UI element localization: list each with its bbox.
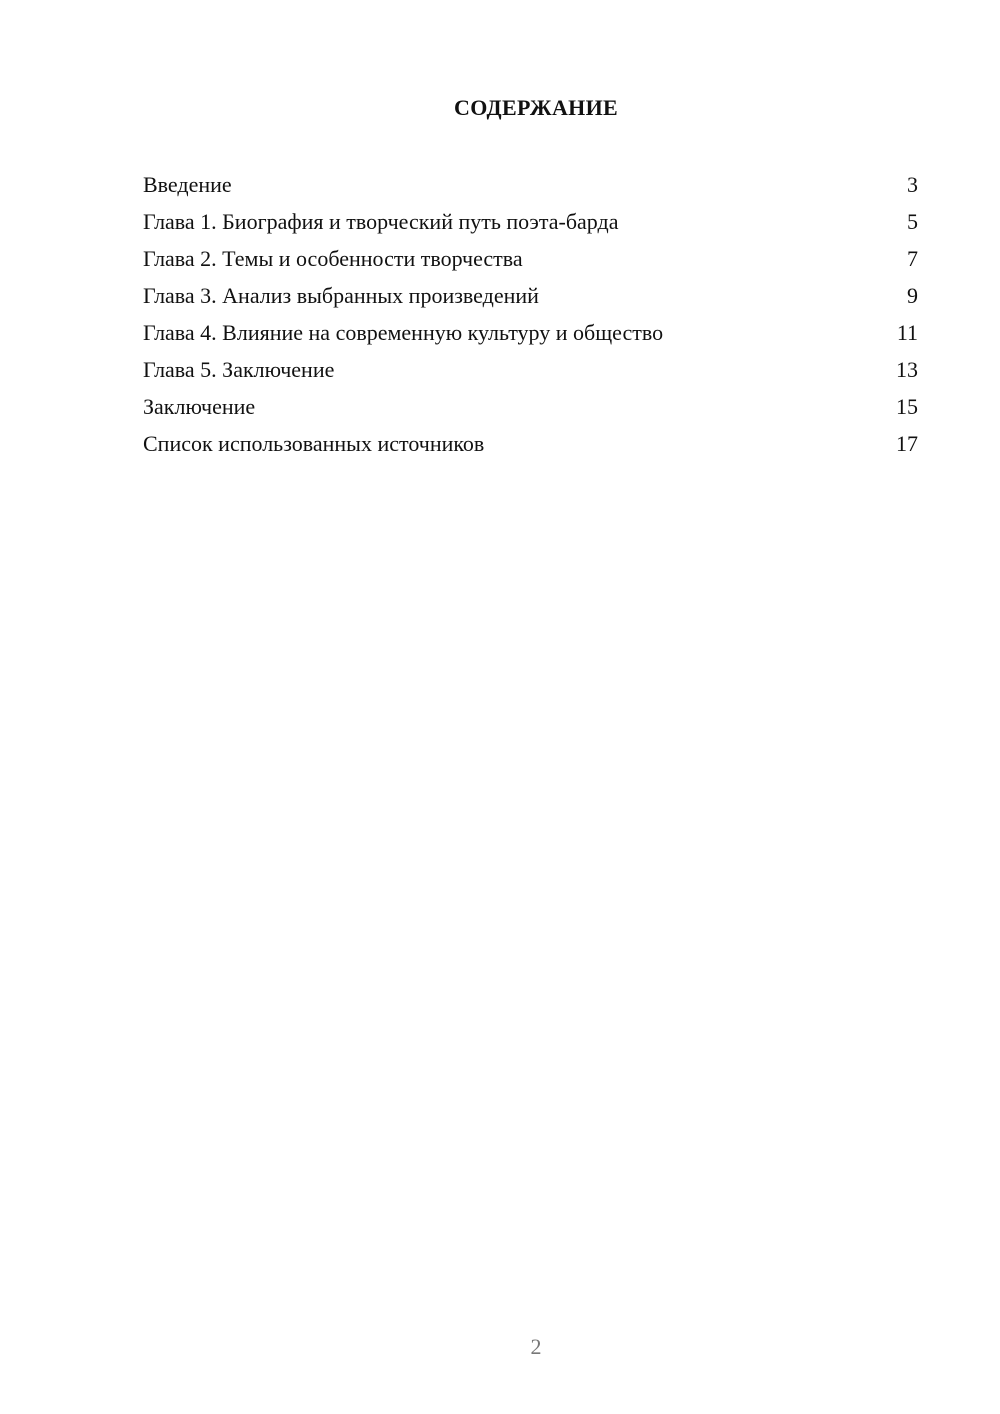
toc-entry: [143, 355, 918, 392]
toc-entry: [143, 281, 918, 318]
toc-entry-page: 9: [907, 283, 918, 308]
toc-entry-label: Глава 4. Влияние на современную культуру и общество: [143, 320, 664, 345]
toc-entry-label: Глава 5. Заключение: [143, 357, 335, 382]
toc-entry-label: Глава 3. Анализ выбранных произведений: [143, 283, 539, 308]
toc-entry-label: Введение: [143, 172, 232, 197]
toc-entry: [143, 244, 918, 281]
toc-entry-label: Глава 1. Биография и творческий путь поэта-барда: [143, 209, 619, 234]
toc-entry-page: 11: [896, 320, 918, 345]
toc-entry: [143, 170, 918, 207]
toc-entry-label: Заключение: [143, 394, 256, 419]
toc-entry: [143, 207, 918, 244]
toc-entry-page: 7: [907, 246, 918, 271]
table-of-contents: [143, 170, 918, 466]
toc-entry-page: 3: [907, 172, 918, 197]
page-title: СОДЕРЖАНИЕ: [454, 95, 618, 120]
toc-entry-page: 17: [896, 431, 918, 456]
toc-entry-page: 15: [896, 394, 918, 419]
toc-entry-label: Глава 2. Темы и особенности творчества: [143, 246, 523, 271]
toc-entry: [143, 318, 918, 355]
toc-entry-page: 13: [896, 357, 918, 382]
toc-entry: [143, 392, 918, 429]
page-number: 2: [530, 1334, 542, 1359]
toc-entry-page: 5: [907, 209, 918, 234]
toc-entry-label: Список использованных источников: [143, 431, 485, 456]
toc-entry: [143, 429, 918, 466]
